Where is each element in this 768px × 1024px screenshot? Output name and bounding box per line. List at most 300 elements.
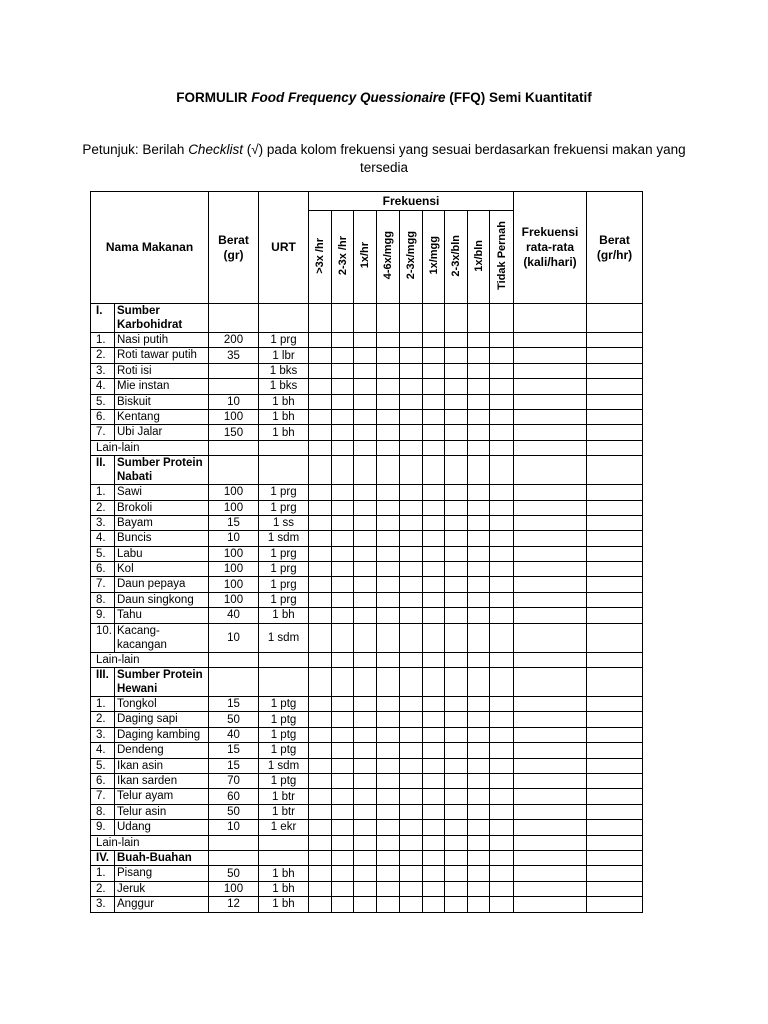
frequency-checkbox-cell[interactable]: [445, 333, 468, 348]
frekuensi-rata-rata-cell[interactable]: [514, 515, 587, 530]
frequency-checkbox-cell[interactable]: [354, 897, 377, 912]
frequency-checkbox-cell[interactable]: [400, 623, 423, 652]
frekuensi-rata-rata-cell[interactable]: [514, 608, 587, 623]
frequency-checkbox-cell[interactable]: [490, 546, 514, 561]
frequency-checkbox-cell[interactable]: [400, 773, 423, 788]
frequency-checkbox-cell[interactable]: [490, 850, 514, 865]
frequency-checkbox-cell[interactable]: [377, 531, 400, 546]
berat-per-hari-cell[interactable]: [587, 348, 643, 363]
frequency-checkbox-cell[interactable]: [423, 333, 445, 348]
frequency-checkbox-cell[interactable]: [354, 304, 377, 333]
frequency-checkbox-cell[interactable]: [423, 409, 445, 424]
frequency-checkbox-cell[interactable]: [377, 500, 400, 515]
frequency-checkbox-cell[interactable]: [354, 820, 377, 835]
frequency-checkbox-cell[interactable]: [354, 773, 377, 788]
frequency-checkbox-cell[interactable]: [423, 881, 445, 896]
frequency-checkbox-cell[interactable]: [400, 697, 423, 712]
frequency-checkbox-cell[interactable]: [309, 456, 332, 485]
frequency-checkbox-cell[interactable]: [332, 500, 354, 515]
frequency-checkbox-cell[interactable]: [468, 820, 490, 835]
frequency-checkbox-cell[interactable]: [445, 804, 468, 819]
frequency-checkbox-cell[interactable]: [309, 697, 332, 712]
frequency-checkbox-cell[interactable]: [332, 394, 354, 409]
frequency-checkbox-cell[interactable]: [354, 379, 377, 394]
frequency-checkbox-cell[interactable]: [423, 562, 445, 577]
frequency-checkbox-cell[interactable]: [468, 697, 490, 712]
frequency-checkbox-cell[interactable]: [400, 485, 423, 500]
frequency-checkbox-cell[interactable]: [377, 425, 400, 440]
frequency-checkbox-cell[interactable]: [490, 668, 514, 697]
frequency-checkbox-cell[interactable]: [309, 304, 332, 333]
frekuensi-rata-rata-cell[interactable]: [514, 379, 587, 394]
berat-per-hari-cell[interactable]: [587, 304, 643, 333]
frequency-checkbox-cell[interactable]: [309, 562, 332, 577]
frequency-checkbox-cell[interactable]: [309, 577, 332, 592]
frequency-checkbox-cell[interactable]: [309, 623, 332, 652]
frequency-checkbox-cell[interactable]: [445, 743, 468, 758]
frequency-checkbox-cell[interactable]: [423, 440, 445, 455]
frekuensi-rata-rata-cell[interactable]: [514, 897, 587, 912]
frequency-checkbox-cell[interactable]: [400, 850, 423, 865]
frequency-checkbox-cell[interactable]: [423, 697, 445, 712]
frequency-checkbox-cell[interactable]: [332, 668, 354, 697]
berat-per-hari-cell[interactable]: [587, 456, 643, 485]
frequency-checkbox-cell[interactable]: [445, 562, 468, 577]
frequency-checkbox-cell[interactable]: [377, 379, 400, 394]
frequency-checkbox-cell[interactable]: [468, 789, 490, 804]
frequency-checkbox-cell[interactable]: [354, 623, 377, 652]
frequency-checkbox-cell[interactable]: [445, 425, 468, 440]
frequency-checkbox-cell[interactable]: [354, 456, 377, 485]
frequency-checkbox-cell[interactable]: [354, 697, 377, 712]
berat-per-hari-cell[interactable]: [587, 897, 643, 912]
frequency-checkbox-cell[interactable]: [423, 789, 445, 804]
frequency-checkbox-cell[interactable]: [377, 697, 400, 712]
frequency-checkbox-cell[interactable]: [354, 409, 377, 424]
frequency-checkbox-cell[interactable]: [400, 348, 423, 363]
frequency-checkbox-cell[interactable]: [490, 394, 514, 409]
frekuensi-rata-rata-cell[interactable]: [514, 850, 587, 865]
frequency-checkbox-cell[interactable]: [400, 577, 423, 592]
frequency-checkbox-cell[interactable]: [445, 577, 468, 592]
frequency-checkbox-cell[interactable]: [468, 363, 490, 378]
frequency-checkbox-cell[interactable]: [377, 562, 400, 577]
frequency-checkbox-cell[interactable]: [332, 304, 354, 333]
frekuensi-rata-rata-cell[interactable]: [514, 652, 587, 667]
frequency-checkbox-cell[interactable]: [423, 515, 445, 530]
frequency-checkbox-cell[interactable]: [490, 304, 514, 333]
frequency-checkbox-cell[interactable]: [332, 850, 354, 865]
frekuensi-rata-rata-cell[interactable]: [514, 562, 587, 577]
frequency-checkbox-cell[interactable]: [332, 379, 354, 394]
frequency-checkbox-cell[interactable]: [423, 304, 445, 333]
frequency-checkbox-cell[interactable]: [332, 608, 354, 623]
berat-per-hari-cell[interactable]: [587, 804, 643, 819]
frequency-checkbox-cell[interactable]: [468, 592, 490, 607]
berat-per-hari-cell[interactable]: [587, 743, 643, 758]
frequency-checkbox-cell[interactable]: [332, 409, 354, 424]
frequency-checkbox-cell[interactable]: [468, 652, 490, 667]
berat-cell[interactable]: [209, 652, 259, 667]
frequency-checkbox-cell[interactable]: [445, 866, 468, 881]
frequency-checkbox-cell[interactable]: [354, 425, 377, 440]
frequency-checkbox-cell[interactable]: [309, 608, 332, 623]
frequency-checkbox-cell[interactable]: [423, 897, 445, 912]
frekuensi-rata-rata-cell[interactable]: [514, 304, 587, 333]
frequency-checkbox-cell[interactable]: [332, 333, 354, 348]
frequency-checkbox-cell[interactable]: [332, 577, 354, 592]
frequency-checkbox-cell[interactable]: [309, 425, 332, 440]
frequency-checkbox-cell[interactable]: [445, 409, 468, 424]
frequency-checkbox-cell[interactable]: [423, 363, 445, 378]
frequency-checkbox-cell[interactable]: [354, 758, 377, 773]
frequency-checkbox-cell[interactable]: [468, 743, 490, 758]
frequency-checkbox-cell[interactable]: [309, 881, 332, 896]
frekuensi-rata-rata-cell[interactable]: [514, 743, 587, 758]
frekuensi-rata-rata-cell[interactable]: [514, 577, 587, 592]
berat-per-hari-cell[interactable]: [587, 485, 643, 500]
frequency-checkbox-cell[interactable]: [332, 623, 354, 652]
frequency-checkbox-cell[interactable]: [423, 348, 445, 363]
berat-per-hari-cell[interactable]: [587, 881, 643, 896]
frequency-checkbox-cell[interactable]: [468, 348, 490, 363]
frequency-checkbox-cell[interactable]: [354, 789, 377, 804]
frequency-checkbox-cell[interactable]: [423, 531, 445, 546]
frequency-checkbox-cell[interactable]: [490, 804, 514, 819]
frequency-checkbox-cell[interactable]: [332, 820, 354, 835]
frequency-checkbox-cell[interactable]: [400, 592, 423, 607]
frequency-checkbox-cell[interactable]: [400, 562, 423, 577]
frequency-checkbox-cell[interactable]: [377, 835, 400, 850]
frequency-checkbox-cell[interactable]: [423, 773, 445, 788]
frequency-checkbox-cell[interactable]: [490, 379, 514, 394]
frequency-checkbox-cell[interactable]: [309, 712, 332, 727]
frekuensi-rata-rata-cell[interactable]: [514, 500, 587, 515]
frekuensi-rata-rata-cell[interactable]: [514, 546, 587, 561]
frequency-checkbox-cell[interactable]: [423, 425, 445, 440]
urt-cell[interactable]: [259, 835, 309, 850]
frequency-checkbox-cell[interactable]: [309, 866, 332, 881]
frequency-checkbox-cell[interactable]: [445, 881, 468, 896]
berat-per-hari-cell[interactable]: [587, 363, 643, 378]
frequency-checkbox-cell[interactable]: [468, 440, 490, 455]
frequency-checkbox-cell[interactable]: [354, 440, 377, 455]
frequency-checkbox-cell[interactable]: [400, 394, 423, 409]
frequency-checkbox-cell[interactable]: [400, 456, 423, 485]
frequency-checkbox-cell[interactable]: [468, 485, 490, 500]
frekuensi-rata-rata-cell[interactable]: [514, 820, 587, 835]
frequency-checkbox-cell[interactable]: [490, 531, 514, 546]
frequency-checkbox-cell[interactable]: [332, 562, 354, 577]
frekuensi-rata-rata-cell[interactable]: [514, 866, 587, 881]
frequency-checkbox-cell[interactable]: [423, 485, 445, 500]
frequency-checkbox-cell[interactable]: [445, 440, 468, 455]
berat-per-hari-cell[interactable]: [587, 592, 643, 607]
frequency-checkbox-cell[interactable]: [332, 440, 354, 455]
frequency-checkbox-cell[interactable]: [309, 743, 332, 758]
frequency-checkbox-cell[interactable]: [468, 866, 490, 881]
frequency-checkbox-cell[interactable]: [354, 333, 377, 348]
frequency-checkbox-cell[interactable]: [354, 592, 377, 607]
frequency-checkbox-cell[interactable]: [377, 773, 400, 788]
berat-per-hari-cell[interactable]: [587, 379, 643, 394]
frequency-checkbox-cell[interactable]: [354, 866, 377, 881]
frequency-checkbox-cell[interactable]: [309, 727, 332, 742]
frequency-checkbox-cell[interactable]: [354, 562, 377, 577]
frequency-checkbox-cell[interactable]: [400, 743, 423, 758]
frekuensi-rata-rata-cell[interactable]: [514, 425, 587, 440]
frequency-checkbox-cell[interactable]: [309, 379, 332, 394]
frequency-checkbox-cell[interactable]: [445, 394, 468, 409]
frequency-checkbox-cell[interactable]: [377, 577, 400, 592]
frequency-checkbox-cell[interactable]: [423, 546, 445, 561]
frequency-checkbox-cell[interactable]: [354, 531, 377, 546]
frequency-checkbox-cell[interactable]: [309, 835, 332, 850]
frequency-checkbox-cell[interactable]: [354, 668, 377, 697]
frequency-checkbox-cell[interactable]: [468, 425, 490, 440]
frequency-checkbox-cell[interactable]: [309, 394, 332, 409]
frequency-checkbox-cell[interactable]: [423, 668, 445, 697]
frequency-checkbox-cell[interactable]: [400, 409, 423, 424]
frequency-checkbox-cell[interactable]: [490, 333, 514, 348]
frequency-checkbox-cell[interactable]: [490, 789, 514, 804]
frekuensi-rata-rata-cell[interactable]: [514, 804, 587, 819]
frequency-checkbox-cell[interactable]: [309, 531, 332, 546]
berat-per-hari-cell[interactable]: [587, 835, 643, 850]
frequency-checkbox-cell[interactable]: [309, 546, 332, 561]
frequency-checkbox-cell[interactable]: [309, 850, 332, 865]
frekuensi-rata-rata-cell[interactable]: [514, 440, 587, 455]
frequency-checkbox-cell[interactable]: [468, 577, 490, 592]
frequency-checkbox-cell[interactable]: [332, 743, 354, 758]
frequency-checkbox-cell[interactable]: [490, 440, 514, 455]
frequency-checkbox-cell[interactable]: [400, 881, 423, 896]
frequency-checkbox-cell[interactable]: [332, 773, 354, 788]
frequency-checkbox-cell[interactable]: [445, 773, 468, 788]
frequency-checkbox-cell[interactable]: [400, 727, 423, 742]
frequency-checkbox-cell[interactable]: [445, 850, 468, 865]
frequency-checkbox-cell[interactable]: [423, 652, 445, 667]
frequency-checkbox-cell[interactable]: [309, 773, 332, 788]
urt-cell[interactable]: [259, 652, 309, 667]
frequency-checkbox-cell[interactable]: [400, 531, 423, 546]
frequency-checkbox-cell[interactable]: [400, 608, 423, 623]
frequency-checkbox-cell[interactable]: [332, 348, 354, 363]
frequency-checkbox-cell[interactable]: [490, 881, 514, 896]
frequency-checkbox-cell[interactable]: [400, 835, 423, 850]
frequency-checkbox-cell[interactable]: [377, 668, 400, 697]
frequency-checkbox-cell[interactable]: [377, 789, 400, 804]
frequency-checkbox-cell[interactable]: [423, 623, 445, 652]
berat-per-hari-cell[interactable]: [587, 697, 643, 712]
frequency-checkbox-cell[interactable]: [490, 897, 514, 912]
frequency-checkbox-cell[interactable]: [400, 515, 423, 530]
berat-per-hari-cell[interactable]: [587, 727, 643, 742]
frekuensi-rata-rata-cell[interactable]: [514, 456, 587, 485]
frequency-checkbox-cell[interactable]: [354, 835, 377, 850]
frekuensi-rata-rata-cell[interactable]: [514, 727, 587, 742]
berat-per-hari-cell[interactable]: [587, 758, 643, 773]
berat-per-hari-cell[interactable]: [587, 333, 643, 348]
frequency-checkbox-cell[interactable]: [377, 758, 400, 773]
frequency-checkbox-cell[interactable]: [400, 425, 423, 440]
berat-per-hari-cell[interactable]: [587, 425, 643, 440]
frequency-checkbox-cell[interactable]: [377, 712, 400, 727]
frequency-checkbox-cell[interactable]: [332, 804, 354, 819]
frequency-checkbox-cell[interactable]: [377, 608, 400, 623]
berat-cell[interactable]: [209, 835, 259, 850]
frekuensi-rata-rata-cell[interactable]: [514, 348, 587, 363]
frequency-checkbox-cell[interactable]: [445, 485, 468, 500]
frequency-checkbox-cell[interactable]: [490, 577, 514, 592]
frequency-checkbox-cell[interactable]: [332, 866, 354, 881]
frequency-checkbox-cell[interactable]: [400, 804, 423, 819]
frequency-checkbox-cell[interactable]: [490, 758, 514, 773]
frequency-checkbox-cell[interactable]: [423, 394, 445, 409]
frequency-checkbox-cell[interactable]: [445, 592, 468, 607]
berat-per-hari-cell[interactable]: [587, 712, 643, 727]
frequency-checkbox-cell[interactable]: [445, 608, 468, 623]
frequency-checkbox-cell[interactable]: [445, 348, 468, 363]
frequency-checkbox-cell[interactable]: [332, 425, 354, 440]
frequency-checkbox-cell[interactable]: [468, 850, 490, 865]
frequency-checkbox-cell[interactable]: [490, 652, 514, 667]
frequency-checkbox-cell[interactable]: [468, 333, 490, 348]
frequency-checkbox-cell[interactable]: [377, 727, 400, 742]
frequency-checkbox-cell[interactable]: [423, 500, 445, 515]
frequency-checkbox-cell[interactable]: [468, 881, 490, 896]
frequency-checkbox-cell[interactable]: [377, 304, 400, 333]
frequency-checkbox-cell[interactable]: [400, 712, 423, 727]
frequency-checkbox-cell[interactable]: [490, 773, 514, 788]
frequency-checkbox-cell[interactable]: [468, 546, 490, 561]
frequency-checkbox-cell[interactable]: [445, 379, 468, 394]
berat-per-hari-cell[interactable]: [587, 515, 643, 530]
frequency-checkbox-cell[interactable]: [400, 440, 423, 455]
frequency-checkbox-cell[interactable]: [468, 804, 490, 819]
frequency-checkbox-cell[interactable]: [400, 333, 423, 348]
frequency-checkbox-cell[interactable]: [468, 608, 490, 623]
frequency-checkbox-cell[interactable]: [354, 652, 377, 667]
frequency-checkbox-cell[interactable]: [445, 456, 468, 485]
frequency-checkbox-cell[interactable]: [309, 820, 332, 835]
berat-per-hari-cell[interactable]: [587, 850, 643, 865]
frequency-checkbox-cell[interactable]: [332, 881, 354, 896]
frequency-checkbox-cell[interactable]: [445, 531, 468, 546]
frequency-checkbox-cell[interactable]: [377, 743, 400, 758]
frequency-checkbox-cell[interactable]: [354, 348, 377, 363]
frequency-checkbox-cell[interactable]: [377, 485, 400, 500]
frequency-checkbox-cell[interactable]: [309, 485, 332, 500]
frequency-checkbox-cell[interactable]: [445, 304, 468, 333]
frequency-checkbox-cell[interactable]: [490, 515, 514, 530]
frequency-checkbox-cell[interactable]: [423, 456, 445, 485]
frequency-checkbox-cell[interactable]: [423, 743, 445, 758]
frequency-checkbox-cell[interactable]: [490, 743, 514, 758]
frequency-checkbox-cell[interactable]: [445, 758, 468, 773]
frequency-checkbox-cell[interactable]: [309, 897, 332, 912]
frequency-checkbox-cell[interactable]: [445, 623, 468, 652]
frequency-checkbox-cell[interactable]: [354, 515, 377, 530]
frekuensi-rata-rata-cell[interactable]: [514, 697, 587, 712]
urt-cell[interactable]: [259, 440, 309, 455]
frequency-checkbox-cell[interactable]: [423, 577, 445, 592]
frekuensi-rata-rata-cell[interactable]: [514, 485, 587, 500]
frequency-checkbox-cell[interactable]: [468, 379, 490, 394]
frequency-checkbox-cell[interactable]: [400, 546, 423, 561]
frequency-checkbox-cell[interactable]: [377, 409, 400, 424]
frequency-checkbox-cell[interactable]: [423, 727, 445, 742]
frequency-checkbox-cell[interactable]: [354, 804, 377, 819]
frequency-checkbox-cell[interactable]: [332, 712, 354, 727]
frequency-checkbox-cell[interactable]: [423, 758, 445, 773]
frequency-checkbox-cell[interactable]: [468, 835, 490, 850]
frequency-checkbox-cell[interactable]: [468, 623, 490, 652]
frequency-checkbox-cell[interactable]: [400, 363, 423, 378]
frekuensi-rata-rata-cell[interactable]: [514, 333, 587, 348]
frequency-checkbox-cell[interactable]: [423, 866, 445, 881]
frequency-checkbox-cell[interactable]: [400, 789, 423, 804]
frequency-checkbox-cell[interactable]: [490, 820, 514, 835]
frequency-checkbox-cell[interactable]: [400, 668, 423, 697]
frekuensi-rata-rata-cell[interactable]: [514, 394, 587, 409]
frequency-checkbox-cell[interactable]: [490, 608, 514, 623]
frequency-checkbox-cell[interactable]: [332, 531, 354, 546]
frequency-checkbox-cell[interactable]: [332, 758, 354, 773]
frequency-checkbox-cell[interactable]: [423, 592, 445, 607]
berat-per-hari-cell[interactable]: [587, 531, 643, 546]
frequency-checkbox-cell[interactable]: [332, 897, 354, 912]
frequency-checkbox-cell[interactable]: [490, 348, 514, 363]
frequency-checkbox-cell[interactable]: [445, 652, 468, 667]
frequency-checkbox-cell[interactable]: [445, 789, 468, 804]
frequency-checkbox-cell[interactable]: [332, 652, 354, 667]
frequency-checkbox-cell[interactable]: [400, 897, 423, 912]
frequency-checkbox-cell[interactable]: [400, 500, 423, 515]
frequency-checkbox-cell[interactable]: [468, 409, 490, 424]
frequency-checkbox-cell[interactable]: [332, 727, 354, 742]
frequency-checkbox-cell[interactable]: [354, 394, 377, 409]
frequency-checkbox-cell[interactable]: [445, 835, 468, 850]
frequency-checkbox-cell[interactable]: [445, 697, 468, 712]
frequency-checkbox-cell[interactable]: [468, 712, 490, 727]
frequency-checkbox-cell[interactable]: [490, 562, 514, 577]
frequency-checkbox-cell[interactable]: [332, 515, 354, 530]
frequency-checkbox-cell[interactable]: [423, 608, 445, 623]
frequency-checkbox-cell[interactable]: [468, 562, 490, 577]
frequency-checkbox-cell[interactable]: [332, 363, 354, 378]
frequency-checkbox-cell[interactable]: [377, 333, 400, 348]
frequency-checkbox-cell[interactable]: [354, 363, 377, 378]
frequency-checkbox-cell[interactable]: [490, 866, 514, 881]
frequency-checkbox-cell[interactable]: [377, 881, 400, 896]
frequency-checkbox-cell[interactable]: [354, 485, 377, 500]
frequency-checkbox-cell[interactable]: [309, 789, 332, 804]
frequency-checkbox-cell[interactable]: [377, 866, 400, 881]
frekuensi-rata-rata-cell[interactable]: [514, 881, 587, 896]
frekuensi-rata-rata-cell[interactable]: [514, 668, 587, 697]
frequency-checkbox-cell[interactable]: [468, 394, 490, 409]
frequency-checkbox-cell[interactable]: [377, 592, 400, 607]
frekuensi-rata-rata-cell[interactable]: [514, 531, 587, 546]
frequency-checkbox-cell[interactable]: [332, 697, 354, 712]
frequency-checkbox-cell[interactable]: [445, 515, 468, 530]
frequency-checkbox-cell[interactable]: [468, 515, 490, 530]
frequency-checkbox-cell[interactable]: [354, 608, 377, 623]
frequency-checkbox-cell[interactable]: [377, 440, 400, 455]
frequency-checkbox-cell[interactable]: [468, 531, 490, 546]
frequency-checkbox-cell[interactable]: [400, 866, 423, 881]
